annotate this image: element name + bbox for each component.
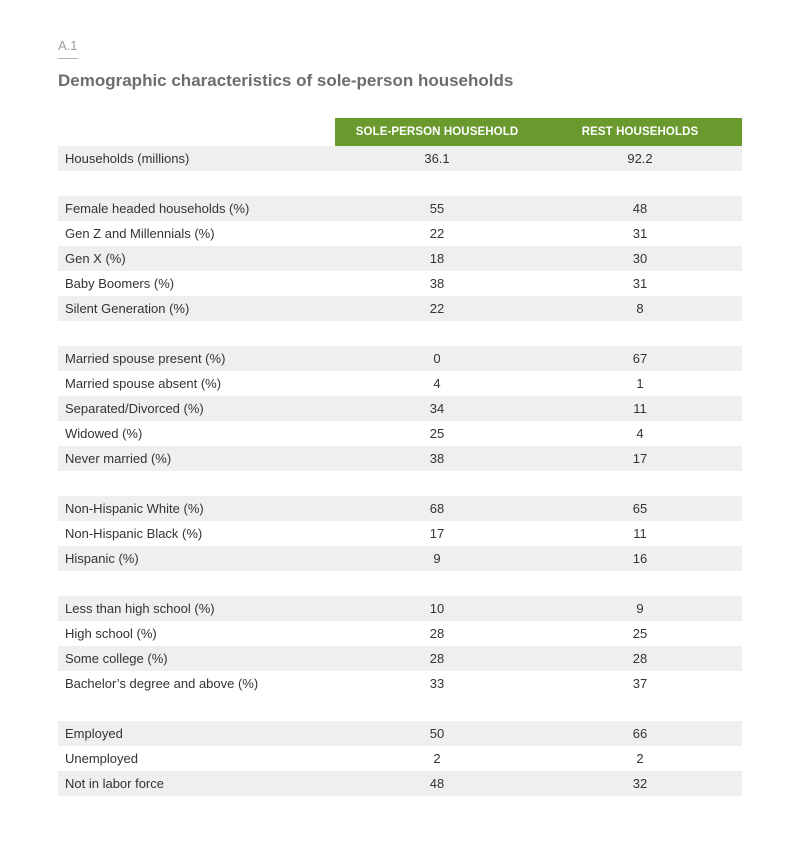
table-header-row <box>58 118 742 146</box>
rest-households-value: 32 <box>632 776 648 791</box>
table-row <box>58 196 742 221</box>
sole-person-value: 17 <box>429 526 445 541</box>
sole-person-value: 22 <box>429 301 445 316</box>
row-label: Some college (%) <box>65 651 168 666</box>
table-row <box>58 621 742 646</box>
table-row <box>58 646 742 671</box>
rest-households-value: 2 <box>636 751 644 766</box>
sole-person-value: 28 <box>429 651 445 666</box>
table-row <box>58 371 742 396</box>
table-row <box>58 746 742 771</box>
group-spacer <box>58 571 742 596</box>
table-row <box>58 421 742 446</box>
sole-person-value: 25 <box>429 426 445 441</box>
row-label: Non-Hispanic Black (%) <box>65 526 203 541</box>
sole-person-value: 18 <box>429 251 445 266</box>
row-label: Married spouse present (%) <box>65 351 226 366</box>
row-label: Unemployed <box>65 751 138 766</box>
sole-person-value: 0 <box>433 351 441 366</box>
row-label: Widowed (%) <box>65 426 143 441</box>
table-row <box>58 346 742 371</box>
sole-person-value: 38 <box>429 451 445 466</box>
table-row <box>58 446 742 471</box>
sole-person-value: 48 <box>429 776 445 791</box>
group-spacer <box>58 471 742 496</box>
rest-households-value: 25 <box>632 626 648 641</box>
rest-households-value: 67 <box>632 351 648 366</box>
column-header-sole-person: SOLE-PERSON HOUSEHOLD <box>335 118 539 146</box>
rest-households-value: 8 <box>636 301 644 316</box>
rest-households-value: 92.2 <box>627 151 653 166</box>
rest-households-value: 37 <box>632 676 648 691</box>
row-label: Silent Generation (%) <box>65 301 190 316</box>
sole-person-value: 68 <box>429 501 445 516</box>
sole-person-value: 28 <box>429 626 445 641</box>
demographics-table <box>58 118 742 796</box>
sole-person-value: 38 <box>429 276 445 291</box>
row-label: Households (millions) <box>65 151 190 166</box>
table-row <box>58 596 742 621</box>
row-label: Separated/Divorced (%) <box>65 401 204 416</box>
column-header-rest: REST HOUSEHOLDS <box>538 118 742 146</box>
rest-households-value: 16 <box>632 551 648 566</box>
row-label: High school (%) <box>65 626 157 641</box>
rest-households-value: 4 <box>636 426 644 441</box>
rest-households-value: 11 <box>633 526 647 541</box>
rest-households-value: 1 <box>636 376 644 391</box>
rest-households-value: 48 <box>632 201 648 216</box>
rest-households-value: 65 <box>632 501 648 516</box>
rest-households-value: 30 <box>632 251 648 266</box>
row-label: Female headed households (%) <box>65 201 250 216</box>
row-label: Not in labor force <box>65 776 164 791</box>
row-label: Employed <box>65 726 123 741</box>
sole-person-value: 10 <box>429 601 445 616</box>
sole-person-value: 2 <box>433 751 441 766</box>
row-label: Never married (%) <box>65 451 172 466</box>
rest-households-value: 17 <box>632 451 648 466</box>
sole-person-value: 4 <box>433 376 441 391</box>
row-label: Bachelor’s degree and above (%) <box>65 676 259 691</box>
rest-households-value: 11 <box>633 401 647 416</box>
table-body <box>58 146 742 796</box>
table-row <box>58 396 742 421</box>
sole-person-value: 34 <box>429 401 445 416</box>
table-row <box>58 221 742 246</box>
table-row <box>58 146 742 171</box>
row-label: Baby Boomers (%) <box>65 276 175 291</box>
row-label: Less than high school (%) <box>65 601 215 616</box>
rest-households-value: 31 <box>632 226 648 241</box>
rest-households-value: 31 <box>632 276 648 291</box>
sole-person-value: 50 <box>429 726 445 741</box>
rest-households-value: 66 <box>632 726 648 741</box>
sole-person-value: 9 <box>433 551 441 566</box>
sole-person-value: 55 <box>429 201 445 216</box>
sole-person-value: 36.1 <box>424 151 450 166</box>
table-row <box>58 771 742 796</box>
rest-households-value: 28 <box>632 651 648 666</box>
sole-person-value: 33 <box>429 676 445 691</box>
table-row <box>58 246 742 271</box>
label-underline <box>58 58 78 59</box>
page-title: Demographic characteristics of sole-person households <box>58 71 514 90</box>
table-row <box>58 496 742 521</box>
table-row <box>58 271 742 296</box>
table-row <box>58 296 742 321</box>
group-spacer <box>58 171 742 196</box>
row-label: Married spouse absent (%) <box>65 376 222 391</box>
row-label: Non-Hispanic White (%) <box>65 501 204 516</box>
table-row <box>58 521 742 546</box>
rest-households-value: 9 <box>636 601 644 616</box>
table-row <box>58 721 742 746</box>
group-spacer <box>58 696 742 721</box>
row-label: Gen X (%) <box>65 251 126 266</box>
table-row <box>58 671 742 696</box>
group-spacer <box>58 321 742 346</box>
sole-person-value: 22 <box>429 226 445 241</box>
row-label: Gen Z and Millennials (%) <box>65 226 215 241</box>
table-row <box>58 546 742 571</box>
figure-label: A.1 <box>58 38 78 53</box>
row-label: Hispanic (%) <box>65 551 139 566</box>
